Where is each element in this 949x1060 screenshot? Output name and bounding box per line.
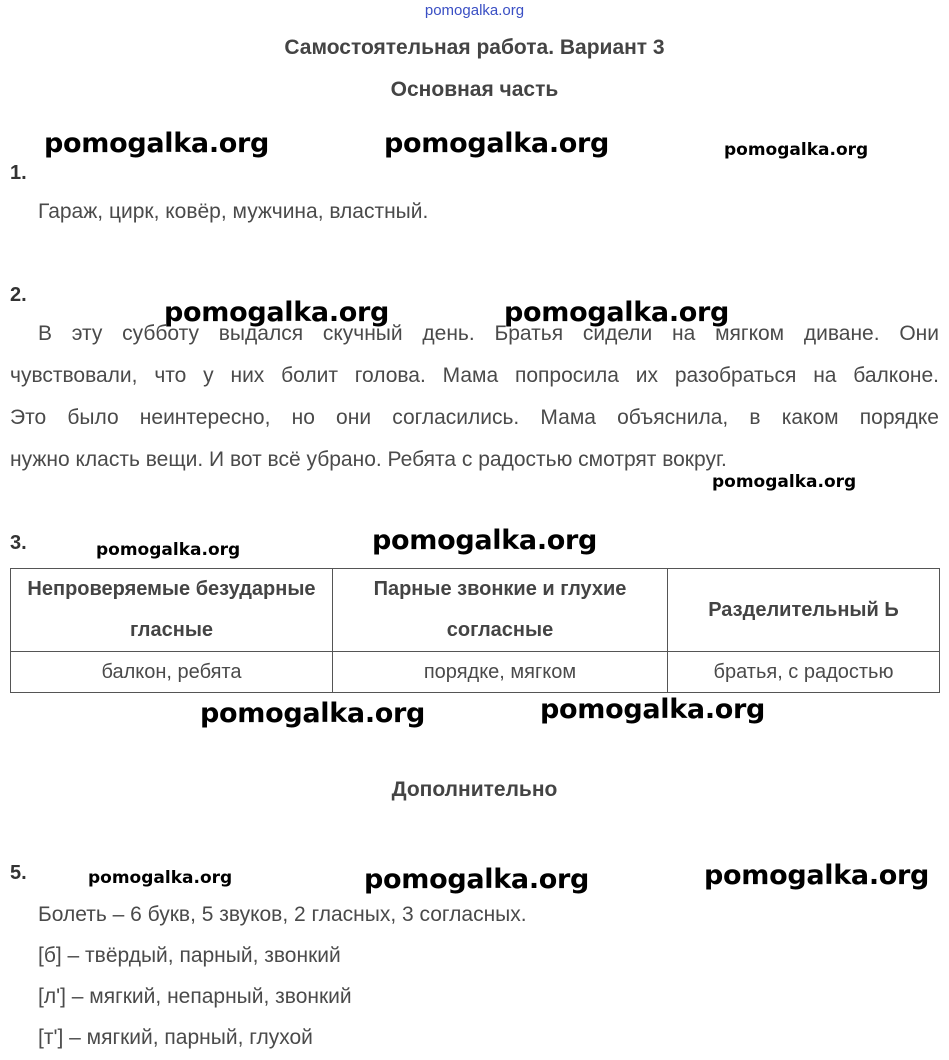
watermark: pomogalka.org bbox=[96, 540, 241, 560]
table-cell: порядке, мягком bbox=[333, 652, 668, 693]
watermark: pomogalka.org bbox=[724, 140, 869, 160]
task-2-line: Это было неинтересно, но они согласились. Мама объяснила, в каком порядке bbox=[10, 406, 939, 429]
task-1-number: 1. bbox=[10, 162, 27, 184]
watermark: pomogalka.org bbox=[164, 297, 390, 328]
task-5-line: [б] – твёрдый, парный, звонкий bbox=[38, 944, 341, 967]
task-2-line: В эту субботу выдался скучный день. Братья сидели на мягком диване. Они bbox=[38, 322, 939, 345]
task-3-number: 3. bbox=[10, 532, 27, 554]
task-1-text: Гараж, цирк, ковёр, мужчина, властный. bbox=[38, 200, 429, 223]
task-5-number: 5. bbox=[10, 862, 27, 884]
watermark: pomogalka.org bbox=[372, 525, 598, 556]
task-3-table bbox=[10, 568, 940, 693]
table-header: Непроверяемые безударные гласные bbox=[11, 569, 333, 652]
section-title-main: Основная часть bbox=[390, 78, 559, 101]
table-header: Разделительный Ь bbox=[668, 569, 940, 652]
task-5-line: [т'] – мягкий, парный, глухой bbox=[38, 1026, 313, 1049]
watermark: pomogalka.org bbox=[200, 698, 426, 729]
watermark: pomogalka.org bbox=[384, 128, 610, 159]
task-5-line: [л'] – мягкий, непарный, звонкий bbox=[38, 985, 352, 1008]
table-cell: братья, с радостью bbox=[668, 652, 940, 693]
task-5-line: Болеть – 6 букв, 5 звуков, 2 гласных, 3 согласных. bbox=[38, 903, 527, 926]
task-2-line: нужно класть вещи. И вот всё убрано. Ребята с радостью смотрят вокруг. bbox=[10, 448, 727, 471]
watermark: pomogalka.org bbox=[504, 297, 730, 328]
watermark: pomogalka.org bbox=[88, 868, 233, 888]
watermark: pomogalka.org bbox=[364, 864, 590, 895]
watermark: pomogalka.org bbox=[704, 860, 930, 891]
section-title-extra: Дополнительно bbox=[391, 778, 558, 801]
watermark-top: pomogalka.org bbox=[424, 2, 525, 19]
task-2-line: чувствовали, что у них болит голова. Мама попросила их разобраться на балконе. bbox=[10, 364, 939, 387]
watermark: pomogalka.org bbox=[44, 128, 270, 159]
page-title: Самостоятельная работа. Вариант 3 bbox=[284, 36, 665, 59]
task-2-number: 2. bbox=[10, 284, 27, 306]
table-cell: балкон, ребята bbox=[11, 652, 333, 693]
table-header: Парные звонкие и глухие согласные bbox=[333, 569, 668, 652]
watermark: pomogalka.org bbox=[712, 472, 857, 492]
watermark: pomogalka.org bbox=[540, 694, 766, 725]
